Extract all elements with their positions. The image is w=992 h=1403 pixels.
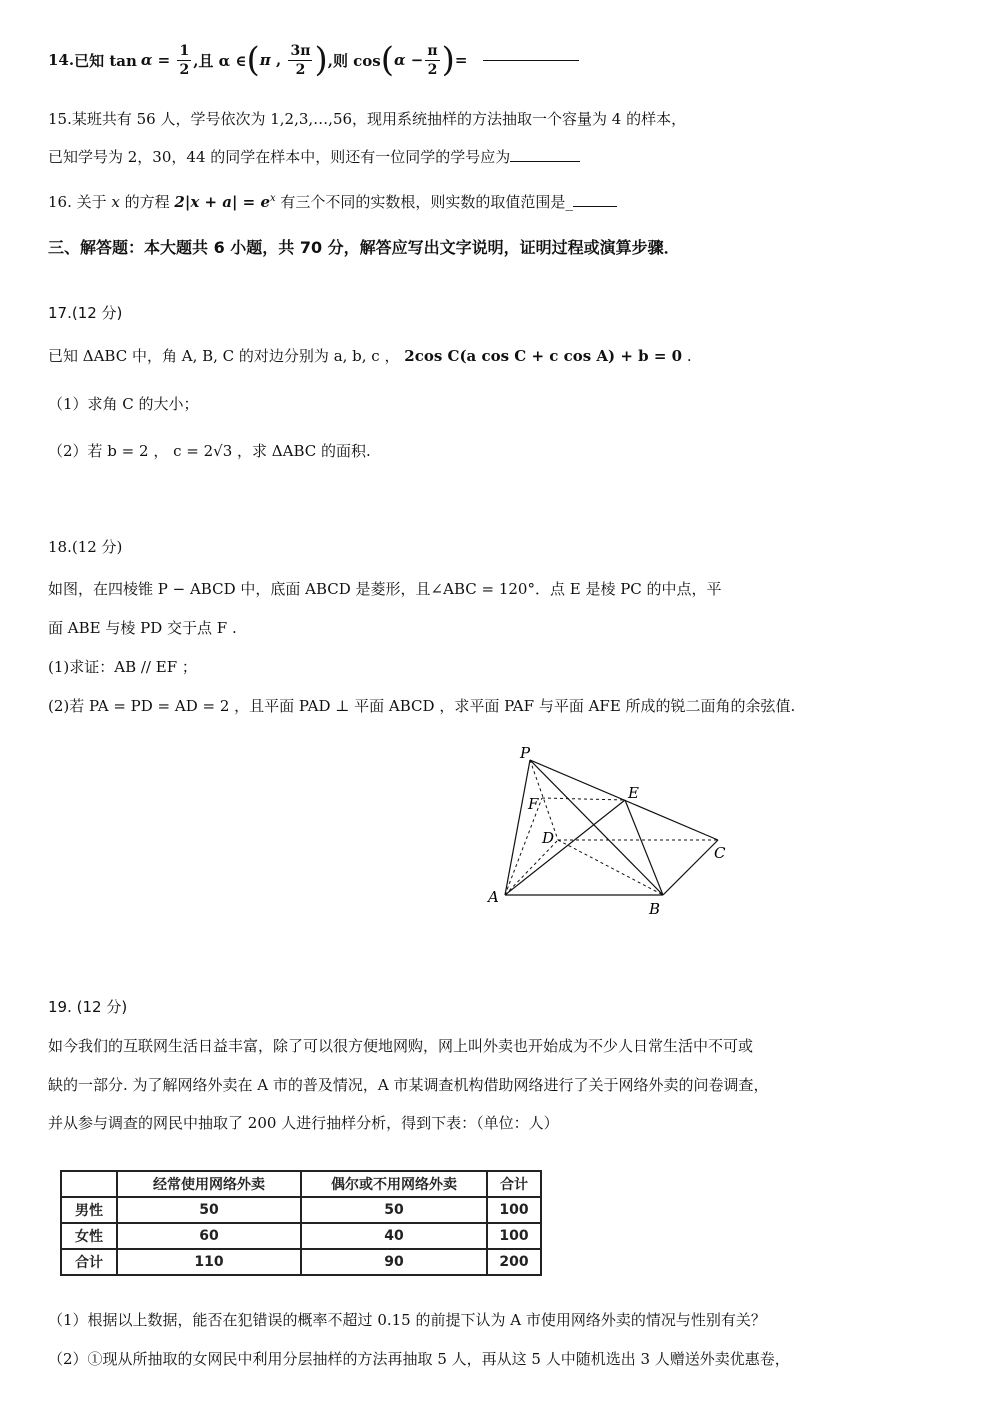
edge-BC — [663, 840, 718, 895]
q14-line — [48, 38, 579, 82]
q18-heading: 18.(12 分) — [48, 538, 123, 556]
q14-text-2: ,且 α ∈ — [193, 51, 247, 70]
edge-FE — [542, 798, 625, 800]
q16-text-c: 的方程 — [119, 193, 175, 211]
q17-stem-a: 已知 ΔABC 中，角 A, B, C 的对边分别为 a, b, c ， — [48, 347, 400, 365]
q15-line-1: 15.某班共有 56 人，学号依次为 1,2,3,…,56，现用系统抽样的方法抽取一个容量为 4 的样本， — [48, 110, 687, 128]
table-cell: 100 — [487, 1197, 541, 1223]
q19-line-3: 并从参与调查的网民中抽取了 200 人进行抽样分析，得到下表：（单位：人） — [48, 1114, 559, 1132]
q19-heading: 19. (12 分) — [48, 998, 128, 1016]
q17-equation: 2cos C(a cos C + c cos A) + b = 0 — [404, 347, 683, 365]
q15-answer-blank[interactable] — [510, 160, 580, 162]
label-B: B — [649, 900, 661, 918]
table-header-row — [61, 1171, 541, 1197]
label-A: A — [488, 888, 499, 906]
q14-comma: , — [270, 51, 287, 69]
label-D: D — [542, 829, 555, 847]
q16-text-f: 有三个不同的实数根，则实数的取值范围是 — [275, 193, 566, 211]
q16-answer-blank[interactable] — [573, 205, 617, 207]
table-cell: 男性 — [61, 1197, 117, 1223]
q17-part-2: （2）若 b = 2 ， c = 2√3 ，求 ΔABC 的面积. — [48, 442, 371, 460]
q14-text-1: 已知 tan — [74, 51, 137, 70]
edge-PB — [530, 760, 663, 895]
label-C: C — [714, 844, 726, 862]
q14-number: 14. — [48, 51, 75, 69]
table-cell: 50 — [301, 1197, 487, 1223]
table-cell: 100 — [487, 1223, 541, 1249]
q19-part-1: （1）根据以上数据，能否在犯错误的概率不超过 0.15 的前提下认为 A 市使用网络外卖的情况与性别有关？ — [48, 1311, 766, 1329]
q17-stem — [48, 345, 692, 366]
q16-text-a: 16. 关于 — [48, 193, 112, 211]
q14-3pi-denominator: 2 — [295, 61, 306, 78]
section-3-heading: 三、解答题：本大题共 6 小题，共 70 分，解答应写出文字说明，证明过程或演算步骤． — [48, 238, 680, 257]
table-cell: 60 — [117, 1223, 301, 1249]
q14-half-denominator: 2 — [179, 61, 190, 78]
q19-line-2: 缺的一部分. 为了解网络外卖在 A 市的普及情况，A 市某调查机构借助网络进行了关于网络外卖的问卷调查， — [48, 1076, 769, 1094]
q14-fraction-pi-2 — [425, 42, 439, 79]
edge-PA — [505, 760, 530, 895]
q14-text-5: = — [454, 51, 468, 69]
edge-PC — [530, 760, 718, 840]
q14-answer-blank[interactable] — [483, 59, 579, 61]
table-header-cell: 经常使用网络外卖 — [117, 1171, 301, 1197]
q14-equals: = — [152, 51, 176, 69]
label-F: F — [528, 795, 539, 813]
q18-part-2: (2)若 PA = PD = AD = 2 ，且平面 PAD ⊥ 平面 ABCD ，求平面 PAF 与平面 AFE 所成的锐二面角的余弦值. — [48, 697, 796, 715]
right-paren-icon: ) — [314, 40, 328, 80]
q14-half-numerator: 1 — [179, 42, 190, 59]
table-header-cell: 合计 — [487, 1171, 541, 1197]
table-cell: 50 — [117, 1197, 301, 1223]
q16-exponent: x — [270, 193, 276, 204]
q14-fraction-half — [177, 42, 191, 79]
table-row — [61, 1223, 541, 1249]
q18-line-2: 面 ABE 与棱 PD 交于点 F . — [48, 619, 237, 637]
q17-heading: 17.(12 分) — [48, 304, 123, 322]
q15-line-2 — [48, 146, 580, 167]
pyramid-figure — [480, 740, 740, 930]
q17-part-1: （1）求角 C 的大小； — [48, 395, 199, 413]
q14-pi-denominator: 2 — [427, 61, 438, 78]
table-cell: 女性 — [61, 1223, 117, 1249]
q14-pi-numerator: π — [427, 42, 438, 59]
table-cell: 90 — [301, 1249, 487, 1275]
q19-line-1: 如今我们的互联网生活日益丰富，除了可以很方便地网购，网上叫外卖也开始成为不少人日常生活中不可或 — [48, 1037, 754, 1055]
table-cell: 110 — [117, 1249, 301, 1275]
q14-pi: π — [259, 51, 271, 69]
q14-alpha: α — [140, 51, 153, 69]
q16-var-x: x — [111, 193, 120, 211]
left-paren-icon: ( — [246, 40, 260, 80]
left-paren-icon: ( — [380, 40, 395, 80]
q14-3pi-numerator: 3π — [290, 42, 311, 59]
survey-table — [60, 1170, 542, 1276]
table-cell: 40 — [301, 1223, 487, 1249]
table-header-cell: 偶尔或不用网络外卖 — [301, 1171, 487, 1197]
q16-underscore: _ — [565, 193, 573, 211]
table-cell: 200 — [487, 1249, 541, 1275]
q16-equation: 2|x + a| = e — [174, 193, 271, 211]
edge-AD — [505, 840, 558, 895]
q19-part-2: （2）①现从所抽取的女网民中利用分层抽样的方法再抽取 5 人，再从这 5 人中随机选出 3 人赠送外卖优惠卷， — [48, 1350, 790, 1368]
table-row — [61, 1249, 541, 1275]
label-E: E — [628, 784, 639, 802]
q14-text-4: α − — [394, 51, 424, 69]
q17-stem-c: . — [682, 347, 692, 365]
q14-text-3: ,则 cos — [327, 51, 381, 70]
table-row — [61, 1197, 541, 1223]
label-P: P — [520, 744, 531, 762]
table-cell: 合计 — [61, 1249, 117, 1275]
q15-line-2-text: 已知学号为 2，30，44 的同学在样本中，则还有一位同学的学号应为 — [48, 148, 511, 166]
edge-DB — [558, 840, 663, 895]
q16-line — [48, 191, 617, 212]
q18-part-1: (1)求证：AB // EF ； — [48, 658, 197, 676]
table-header-cell — [61, 1171, 117, 1197]
right-paren-icon: ) — [441, 40, 455, 80]
q18-line-1: 如图，在四棱锥 P − ABCD 中，底面 ABCD 是菱形，且∠ABC = 120°．点 E 是棱 PC 的中点，平 — [48, 580, 722, 598]
q14-fraction-3pi-2 — [288, 42, 312, 79]
